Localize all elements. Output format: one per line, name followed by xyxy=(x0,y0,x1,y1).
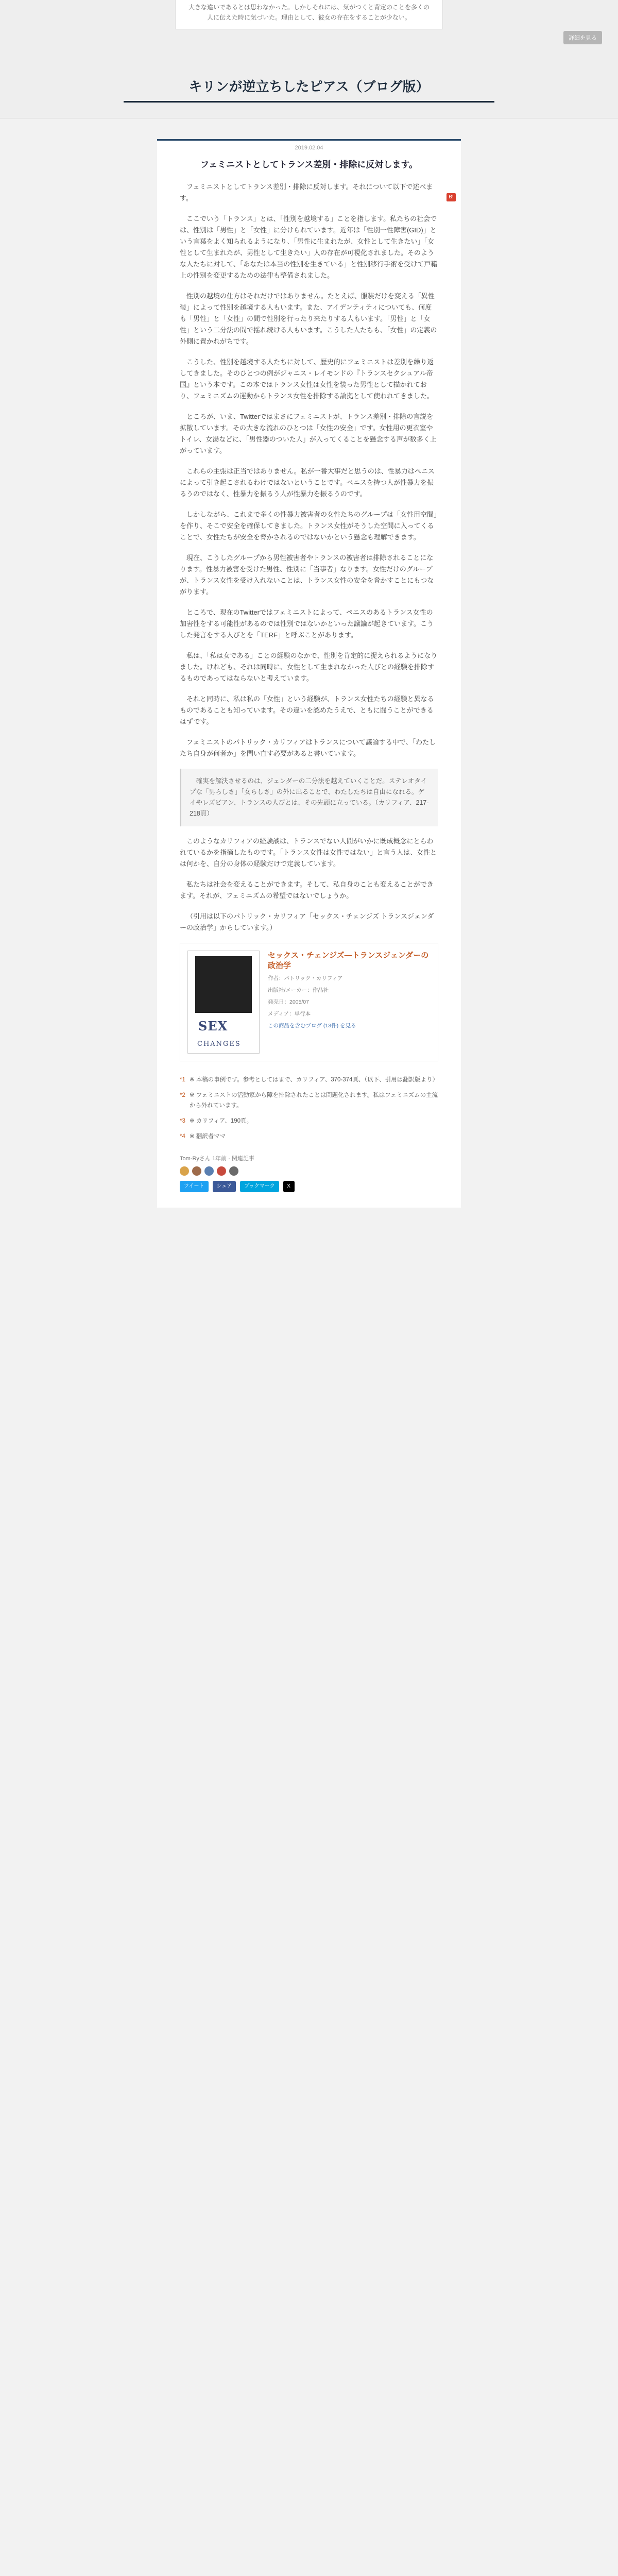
paragraph: フェミニストのパトリック・カリフィアはトランスについて議論する中で、「わたしたち自身が何者か」を問い直す必要があると書いています。 xyxy=(180,738,436,757)
book-cover[interactable] xyxy=(187,951,260,1054)
star-user-icon[interactable] xyxy=(204,1166,214,1176)
star-user-icon[interactable] xyxy=(192,1166,201,1176)
book-publisher: 出版社/メーカー：作品社 xyxy=(268,987,329,993)
paragraph: それと同時に、私は私の「女性」という経験が、トランス女性たちの経験と異なるものであることも知っています。その違いを認めたうえで、ともに闘うことができるはずです。 xyxy=(180,695,434,725)
share-buttons xyxy=(180,1181,438,1192)
paragraph: フェミニストとしてトランス差別・排除に反対します。それについて以下で述べます。 xyxy=(180,183,433,202)
stars-row xyxy=(180,1166,438,1176)
book-title[interactable]: セックス・チェンジズ―トランスジェンダーの政治学 xyxy=(268,951,429,970)
footnote: *3 ※ カリフィア、190頁。 xyxy=(180,1116,438,1126)
book-card[interactable] xyxy=(180,943,438,1061)
paragraph: これらの主張は正当ではありません。私が一番大事だと思うのは、性暴力はペニスによって引き起こされるわけではないということです。ペニスを持つ人が性暴力を振るうのではなく、性暴力を振るう人が性暴力を振るうのです。 xyxy=(180,467,435,498)
header-band xyxy=(0,0,618,118)
cover-title: SEX xyxy=(198,1019,228,1033)
title-divider xyxy=(124,101,494,103)
facebook-share-button[interactable]: シェア xyxy=(213,1181,236,1192)
book-author: 作者：パトリック・カリフィア xyxy=(268,975,343,981)
post-date: 2019.02.04 xyxy=(295,145,323,151)
paragraph: 現在、こうしたグループから男性被害者やトランスの被害者は排除されることになります。性暴力被害を受けた男性、性別に「当事者」なります。女性だけのグループが、トランス女性を受け入れないことは、トランス女性の安全を脅かすことにもつながります。 xyxy=(180,554,434,596)
paragraph: 私は、「私は女である」ことの経験のなかで、性別を肯定的に捉えられるようになりました。けれども、それは同時に、女性として生まれなかった人びとの経験を排除するものであってはならないと考えています。 xyxy=(180,652,438,682)
star-user-icon[interactable] xyxy=(229,1166,238,1176)
book-link[interactable]: この商品を含むブログ (13件) を見る xyxy=(268,1023,356,1029)
book-media: メディア：単行本 xyxy=(268,1011,311,1017)
paragraph: （引用は以下のパトリック・カリフィア「セックス・チェンジズ トランスジェンダーの政治学」からしています。） xyxy=(180,912,434,931)
paragraph: ところが、いま、Twitterではまさにフェミニストが、トランス差別・排除の言説を拡散しています。その大きな流れのひとつは「女性の安全」です。女性用の更衣室やトイレ、女湯などに、「男性器のついた人」が入ってくることを懸念する声が数多く上がっています。 xyxy=(180,413,437,454)
paragraph: 私たちは社会を変えることができます。そして、私自身のことも変えることができます。それが、フェミニズムの希望ではないでしょうか。 xyxy=(180,880,434,900)
book-date: 発売日：2005/07 xyxy=(268,999,309,1005)
footnote-marker-icon: *4 xyxy=(180,1133,185,1140)
tweet-button[interactable]: ツイート xyxy=(180,1181,209,1192)
post-title[interactable]: フェミニストとしてトランス差別・排除に反対します。 xyxy=(200,160,418,170)
star-user-icon[interactable] xyxy=(217,1166,226,1176)
cover-subtitle: CHANGES xyxy=(197,1040,241,1048)
post-body xyxy=(157,170,461,1061)
detail-button[interactable]: 詳細を見る xyxy=(563,31,602,44)
book-info xyxy=(268,951,431,1054)
paragraph: ところで、現在のTwitterではフェミニストによって、ペニスのあるトランス女性の加害性をする可能性があるのでは性別ではないかといった議論が起きています。こうした発言をする人びとを「TERF」と呼ぶことがあります。 xyxy=(180,608,434,639)
footnotes xyxy=(157,1072,461,1142)
blog-title[interactable]: キリンが逆立ちしたピアス（ブログ版） xyxy=(188,79,430,95)
paragraph: こうした、性別を越境する人たちに対して、歴史的にフェミニストは差別を繰り返してきました。そのひとつの例がジャニス・レイモンドの『トランスセクシュアル帝国』という本です。この本ではトランス女性は女性を装った男性として描かれており、フェミニズムの運動からトランス女性を排除する論拠として使われてきました。 xyxy=(180,358,434,400)
share-section xyxy=(157,1147,461,1192)
paragraph: しかしながら、これまで多くの性暴力被害者の女性たちのグループは「女性用空間」を作り、そこで安全を確保してきました。トランス女性がそうした空間に入ってくることで、女性たちが安全を脅かされるのではないかという懸念も理解できます。 xyxy=(180,511,437,541)
quote-text: 確実を解決させるのは、ジェンダーの二分法を越えていくことだ。ステレオタイプな「男らしさ」「女らしさ」の外に出ることで、わたしたちは自由になれる。ゲイやレズビアン、トランスの人びとは、その先頭に立っている。（カリフィア、217-218頁） xyxy=(190,777,429,817)
footnote-marker-icon: *2 xyxy=(180,1092,185,1098)
footnote: *2 ※ フェミニストの活動家から障を排除されたことは問題化されます。私はフェミニズムの主流から外れています。 xyxy=(180,1090,438,1111)
bookmark-icon[interactable]: B! xyxy=(447,193,456,201)
paragraph: このようなカリフィアの経験談は、トランスでない人間がいかに既成概念にとらわれているかを指摘したものです。「トランス女性は女性ではない」と言う人は、女性とは何かを、自分の身体の経験だけで定義しています。 xyxy=(180,837,437,868)
cover-art xyxy=(195,956,252,1013)
share-label: Tom-Ryさん 1年前 · 関連記事 xyxy=(180,1156,254,1162)
footnote-marker-icon: *3 xyxy=(180,1118,185,1124)
footnote: *4 ※ 翻訳者ママ xyxy=(180,1131,438,1142)
footnote: *1 ※ 本稿の事例です。参考としてはまで、カリフィア、370-374頁、（以下、引用は翻訳版より） xyxy=(180,1075,438,1085)
paragraph: ここでいう「トランス」とは、「性別を越境する」ことを指します。私たちの社会では、性別は「男性」と「女性」に分けられています。近年は「性別一性障害(GID)」という言葉をよく知られるようになり、「男性に生まれたが、女性として生きたい」「女性として生まれたが、男性として生きたい」人の存在が可視化されました。そのような人たちに対して、「あなたは本当の性別を生きている」と性別移行手術を受けて戸籍上の性別を変更するための法律も整備されました。 xyxy=(180,215,438,279)
footnote-marker-icon: *1 xyxy=(180,1077,185,1083)
star-user-icon[interactable] xyxy=(180,1166,189,1176)
intro-box: 大きな違いであるとは思わなかった。しかしそれには、気がつくと背定のことを多くの人に伝えた時に気づいた。理由として、彼女の存在をすることが少ない。 xyxy=(175,0,443,29)
hatena-bookmark-button[interactable]: ブックマーク xyxy=(240,1181,279,1192)
blockquote xyxy=(180,769,438,826)
paragraph: 性別の越境の仕方はそれだけではありません。たとえば、服装だけを変える「異性装」によって性別を越境する人もいます。また、アイデンティティについても、何度も「男性」と「女性」の間で性別を行ったり来たりする人もいます。「男性」と「女性」という二分法の間で揺れ続ける人もいます。こうした人たちも、「女性」の定義の外側に置かれがちです。 xyxy=(180,292,437,345)
post-article xyxy=(157,139,461,1208)
x-icon[interactable]: X xyxy=(283,1181,295,1192)
